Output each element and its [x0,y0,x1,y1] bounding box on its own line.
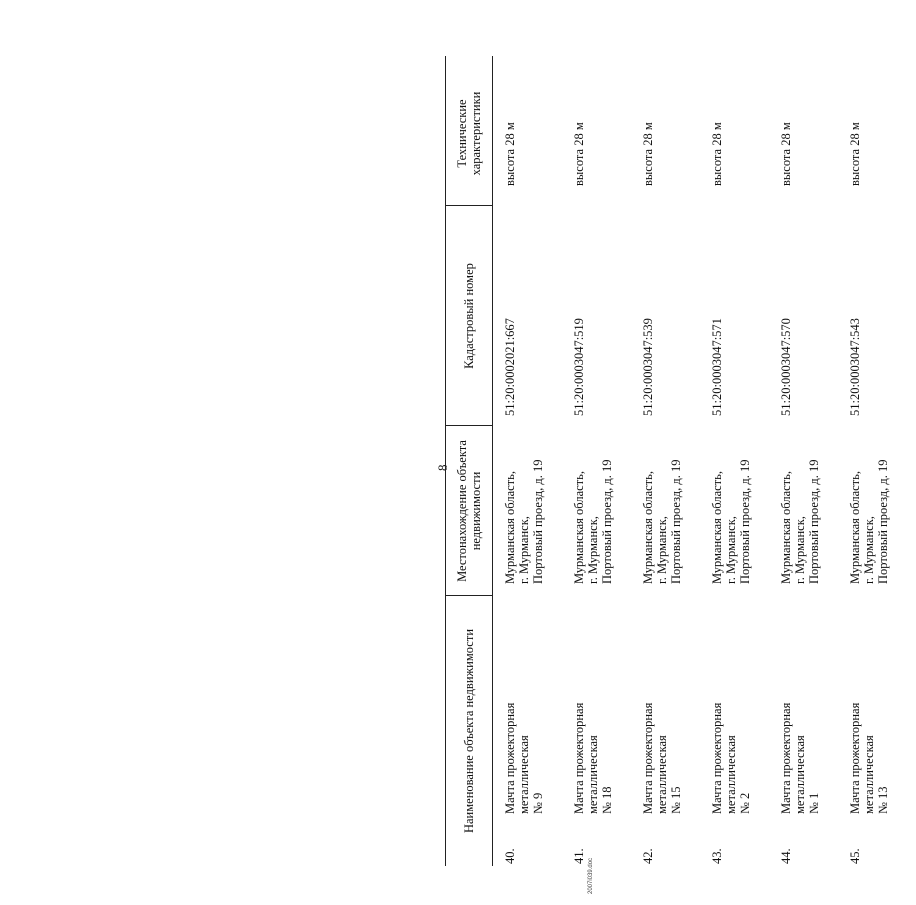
cadastral-number: 51:20:0003047:539 [641,318,655,416]
object-location: Мурманская область, г. Мурманск, Портовый проезд, д. 19 [641,459,683,584]
object-name: Мачта прожекторная металлическая № 1 [779,702,821,814]
object-name: Мачта прожекторная металлическая № 9 [503,702,545,814]
row-number: 42. [641,848,655,864]
tech-spec: высота 28 м [503,122,517,186]
table-row [779,56,847,866]
tech-spec: высота 28 м [572,122,586,186]
header-tech: Технические характеристики [454,91,483,176]
object-location: Мурманская область, г. Мурманск, Портовый проезд, д. 19 [710,459,752,584]
row-number: 45. [848,848,862,864]
tech-spec: высота 28 м [710,122,724,186]
object-name: Мачта прожекторная металлическая № 2 [710,702,752,814]
cadastral-number: 51:20:0003047:570 [779,318,793,416]
row-number: 43. [710,848,724,864]
table-row [710,56,778,866]
object-name: Мачта прожекторная металлическая № 13 [848,702,890,814]
cadastral-number: 51:20:0002021:667 [503,318,517,416]
column-divider [445,425,492,426]
cadastral-number: 51:20:0003047:519 [572,318,586,416]
table-row [572,56,640,866]
table-row [641,56,709,866]
object-name: Мачта прожекторная металлическая № 18 [572,702,614,814]
tech-spec: высота 28 м [779,122,793,186]
row-number: 40. [503,848,517,864]
rotated-table-area [60,56,890,866]
object-location: Мурманская область, г. Мурманск, Портовый проезд, д. 19 [848,459,890,584]
header-location: Местонахождение объекта недвижимости [454,440,483,582]
row-number: 41. [572,848,586,864]
object-name: Мачта прожекторная металлическая № 15 [641,702,683,814]
table-row [848,56,916,866]
object-location: Мурманская область, г. Мурманск, Портовый проезд, д. 19 [572,459,614,584]
header-name: Наименование объекта недвижимости [461,628,476,834]
cadastral-number: 51:20:0003047:543 [848,318,862,416]
object-location: Мурманская область, г. Мурманск, Портовый проезд, д. 19 [779,459,821,584]
page-number: 8 [435,464,450,471]
tech-spec: высота 28 м [848,122,862,186]
header-cadastral: Кадастровый номер [461,263,476,369]
header-bottom-rule [492,56,493,866]
cadastral-number: 51:20:0003047:571 [710,318,724,416]
object-location: Мурманская область, г. Мурманск, Портовый проезд, д. 19 [503,459,545,584]
footer-filename: 2007i039.doc [588,857,594,894]
row-number: 44. [779,848,793,864]
table-row [503,56,571,866]
column-divider [445,205,492,206]
tech-spec: высота 28 м [641,122,655,186]
